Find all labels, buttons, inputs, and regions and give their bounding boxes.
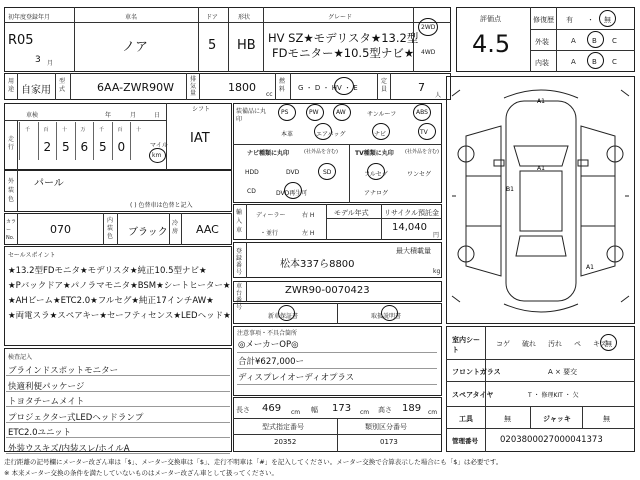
damage-label: B1: [506, 186, 514, 193]
equipment-item: ABS: [416, 109, 428, 116]
ext-grade-a: A: [571, 37, 576, 45]
import-label: 輸入車: [236, 209, 243, 234]
length-unit: cm: [291, 409, 301, 416]
import-left: 左 H: [302, 230, 315, 237]
import-parallel: ・並行: [260, 230, 279, 237]
reg-year-label: 初年度登録年月: [8, 14, 51, 21]
grade-label: グレード: [328, 14, 353, 21]
damage-label: A1: [537, 165, 545, 172]
recycle-yen: 円: [433, 232, 440, 239]
seat-item: 汚れ: [548, 340, 562, 348]
tv-fullseg: フルセグ: [364, 171, 388, 178]
nav-dvd: DVD: [286, 169, 300, 176]
jack-value: 無: [603, 415, 610, 423]
nav-cd: CD: [247, 188, 256, 195]
notes-label: 注意事項・不具合箇所: [237, 330, 298, 337]
tools-label: 工具: [459, 415, 473, 423]
interior-label: 内装: [535, 59, 549, 67]
height-label: 高さ: [378, 406, 392, 414]
nav-hdd: HDD: [245, 169, 259, 176]
mileage-digit-cell: [112, 122, 131, 160]
equipment-item: サンルーフ: [367, 111, 397, 118]
class-label: 類別区分番号: [365, 423, 407, 431]
car-name: ノア: [122, 40, 149, 55]
tv-type-label: TV種類に丸印: [355, 150, 394, 157]
inspector-line: 外装ウスキズ/内装スレ/ホイルA: [8, 443, 130, 454]
mileage-mile-unit: マイル: [150, 142, 168, 149]
warranty-manual-label: 取扱説明書: [371, 313, 402, 320]
max-load-kg: kg: [433, 268, 441, 275]
warranty-new-label: 新車保証書: [268, 313, 299, 320]
equipment-item: 本革: [281, 131, 294, 138]
ac-value: AAC: [196, 223, 219, 236]
use-label: 用途: [8, 78, 15, 93]
tv-type-sub: (社外品を含む): [405, 149, 439, 155]
max-load-label: 最大積載量: [396, 247, 431, 255]
mgmt-label: 管理番号: [452, 437, 478, 445]
drive-4wd: 4WD: [421, 49, 436, 56]
mileage-digit: 6: [80, 140, 89, 154]
mileage-digit-cell: [130, 122, 149, 160]
equipment-item: PW: [309, 109, 319, 116]
capacity-label: 定員: [381, 78, 388, 93]
mileage-km-unit: km: [152, 152, 162, 159]
mileage-digit-label: 千: [99, 127, 105, 133]
mgmt-value: 0203800027000041373: [500, 435, 603, 445]
inspector-line: ブラインドスポットモニター: [8, 366, 119, 376]
grade-line2: FDモニター★10.5型ナビ★: [272, 46, 415, 60]
inspection-month: 月: [130, 112, 137, 119]
fuel-hv-circle: [334, 77, 354, 95]
type-value: 6AA-ZWR90W: [97, 81, 175, 94]
ac-label: 冷房: [172, 220, 179, 235]
damage-label: A1: [537, 98, 545, 105]
equipment-item: エアバッグ: [316, 131, 346, 138]
jack-label: ジャッキ: [543, 415, 571, 423]
tv-analog: アナログ: [364, 190, 389, 197]
equipment-item: AW: [336, 109, 346, 116]
mileage-label: 走行: [8, 136, 15, 151]
tools-value: 無: [504, 415, 511, 423]
reg-era: R05: [8, 33, 34, 48]
mileage-digit: 0: [117, 140, 126, 154]
color-code-value: 070: [50, 223, 71, 236]
mileage-digit-cell: [19, 122, 38, 160]
spare-label: スペアタイヤ: [452, 391, 494, 399]
capacity-value: 7: [418, 81, 425, 94]
int-grade-a: A: [571, 58, 576, 66]
int-grade-b: B: [592, 58, 597, 66]
width-value: 173: [332, 403, 352, 414]
repair-no: 無: [604, 16, 611, 24]
length-value: 469: [262, 403, 282, 414]
width-unit: cm: [360, 409, 370, 416]
mileage-digit-label: 千: [25, 127, 31, 133]
equipment-item: ナビ: [374, 131, 387, 138]
sales-point-line: ★AHビーム★ETC2.0★フルセグ★純正17インチAW★: [8, 296, 214, 306]
score-label: 評価点: [480, 15, 501, 23]
inspector-line: 快適利便パッケージ: [8, 381, 85, 392]
height-unit: cm: [428, 409, 438, 416]
spare-items: T ・ 修理KIT ・ 欠: [528, 392, 579, 399]
seat-item: キズ: [593, 340, 607, 348]
footer-line: 走行距離の記号欄にメーター改ざん車は「$」、メーター交換車は「$」、走行不明車は「#」を記入してください。メーター交換で合算表示した場合にも「$」は必要です。: [4, 458, 503, 466]
use-value: 自家用: [21, 85, 51, 96]
fuel-options: G ・ D ・ HV ・ E: [298, 84, 358, 92]
int-grade-c: C: [612, 58, 617, 66]
damage-label: A1: [586, 264, 594, 271]
type-cert-value: 20352: [274, 438, 297, 446]
sales-point-line: ★13.2型FDモニタ★モデリスタ★純正10.5型ナビ★: [8, 266, 207, 276]
height-value: 189: [402, 403, 422, 414]
inspector-line: ETC2.0ユニット: [8, 428, 72, 438]
car-diagram: [446, 76, 635, 324]
inspection-label: 車検: [26, 112, 39, 119]
reg-month-unit: 月: [47, 60, 54, 67]
inspector-label: 検査記入: [8, 354, 33, 361]
seat-item: 破れ: [522, 340, 536, 348]
shift-value: IAT: [190, 131, 210, 146]
displacement-value: 1800: [228, 81, 256, 94]
seat-label: 室内シート: [452, 336, 480, 354]
drive-2wd: 2WD: [421, 24, 436, 31]
nav-dvd-play: DVD再生可: [276, 190, 308, 197]
mileage-digit-label: 百: [117, 127, 123, 133]
glass-label: フロントガラス: [452, 368, 501, 376]
mileage-digit-label: 十: [136, 127, 142, 133]
chassis-value: ZWR90-0070423: [285, 285, 370, 296]
mileage-digit: 5: [62, 140, 70, 154]
nav-type-sub: (社外品を含む): [304, 149, 338, 155]
mileage-digit: 5: [99, 140, 107, 154]
ext-grade-b: B: [592, 37, 597, 45]
ext-grade-c: C: [612, 37, 617, 45]
cc-unit: cc: [266, 91, 273, 98]
import-dealer: ディーラー: [256, 212, 286, 219]
mileage-digit-cell: [56, 122, 75, 160]
mileage-digit-cell: [93, 122, 112, 160]
inspector-line: トヨタチームメイト: [8, 397, 85, 407]
model-year-label: モデル年式: [334, 209, 369, 217]
nav-type-label: ナビ種類に丸印: [247, 150, 290, 157]
mileage-digit-cell: [38, 122, 57, 160]
fuel-label: 燃料: [279, 78, 286, 93]
inspector-line: プロジェクター式LEDヘッドランプ: [8, 412, 144, 423]
seat-none: 無: [605, 340, 612, 348]
import-right: 右 H: [302, 212, 315, 219]
exterior-label: 外装: [535, 38, 549, 46]
shape-label: 形状: [238, 14, 251, 21]
recycle-label: リサイクル預託金: [384, 209, 440, 217]
repair-label: 修復歴: [533, 16, 554, 24]
color-code-label: カラー No.: [6, 219, 17, 241]
car-name-label: 車名: [125, 14, 138, 21]
grade-line1: HV SZ★モデリスタ★13.2型: [268, 31, 419, 45]
exterior-color-note: ( ) 色替車は色替と記入: [130, 202, 193, 209]
footer-line: ※ 本来メーター交換の条件を満たしていないものはメーター改ざん車として扱ってください。: [4, 469, 279, 477]
glass-items: A × 要交: [548, 368, 578, 376]
plate-label: 登録番号: [236, 248, 243, 276]
equipment-item: TV: [420, 129, 428, 136]
sales-point-line: ★Pバックドア★パノラマモニタ★BSM★シートヒーター★: [8, 281, 231, 291]
inspection-day: 日: [154, 112, 161, 119]
reg-month: 3: [35, 55, 41, 65]
displacement-label: 排気量: [190, 76, 197, 97]
shape-value: HB: [237, 38, 256, 53]
seat-item: ペ: [574, 340, 581, 348]
doors-value: 5: [208, 38, 217, 53]
doors-label: ドア: [206, 14, 218, 21]
mileage-digit-label: 万: [80, 127, 86, 133]
recycle-value: 14,040: [392, 222, 427, 233]
exterior-color-label: 外装色: [8, 178, 15, 203]
notes-line: ディスプレイオーディオプラス: [238, 373, 355, 383]
interior-color-value: ブラック: [128, 227, 168, 238]
equipment-label: 装備品に丸印: [236, 108, 267, 123]
seat-item: コゲ: [496, 340, 510, 348]
sales-points-label: セールスポイント: [8, 252, 56, 259]
score-value: 4.5: [472, 30, 511, 58]
nav-sd: SD: [323, 169, 332, 176]
shift-label: シフト: [192, 106, 211, 113]
tv-oneseg: ワンセグ: [407, 171, 432, 178]
mileage-digit-label: 百: [43, 127, 49, 133]
notes-line: ◎メーカーOP◎: [238, 340, 299, 350]
equipment-item: PS: [281, 109, 289, 116]
type-cert-label: 型式指定番号: [262, 423, 304, 431]
mileage-digit-label: 十: [62, 127, 68, 133]
inspection-year: 年: [105, 112, 112, 119]
width-label: 幅: [311, 406, 318, 414]
chassis-label: 車台番号: [236, 283, 243, 311]
length-label: 長さ: [236, 406, 250, 414]
sales-point-line: ★両電スラ★スペアキー★セーフティセンス★LEDヘッド★: [8, 311, 231, 321]
mileage-digit-cell: [75, 122, 94, 160]
plate-value: 松本337ら8800: [280, 259, 355, 270]
interior-color-label: 内装色: [107, 217, 114, 240]
notes-line: 合計¥627,000ー: [238, 357, 305, 367]
exterior-color-value: パール: [34, 178, 64, 189]
capacity-unit: 人: [435, 92, 442, 99]
repair-yes: 有: [566, 16, 573, 24]
mileage-digit: 2: [43, 140, 52, 154]
type-label: 型式: [59, 78, 66, 93]
class-value: 0173: [380, 438, 398, 446]
